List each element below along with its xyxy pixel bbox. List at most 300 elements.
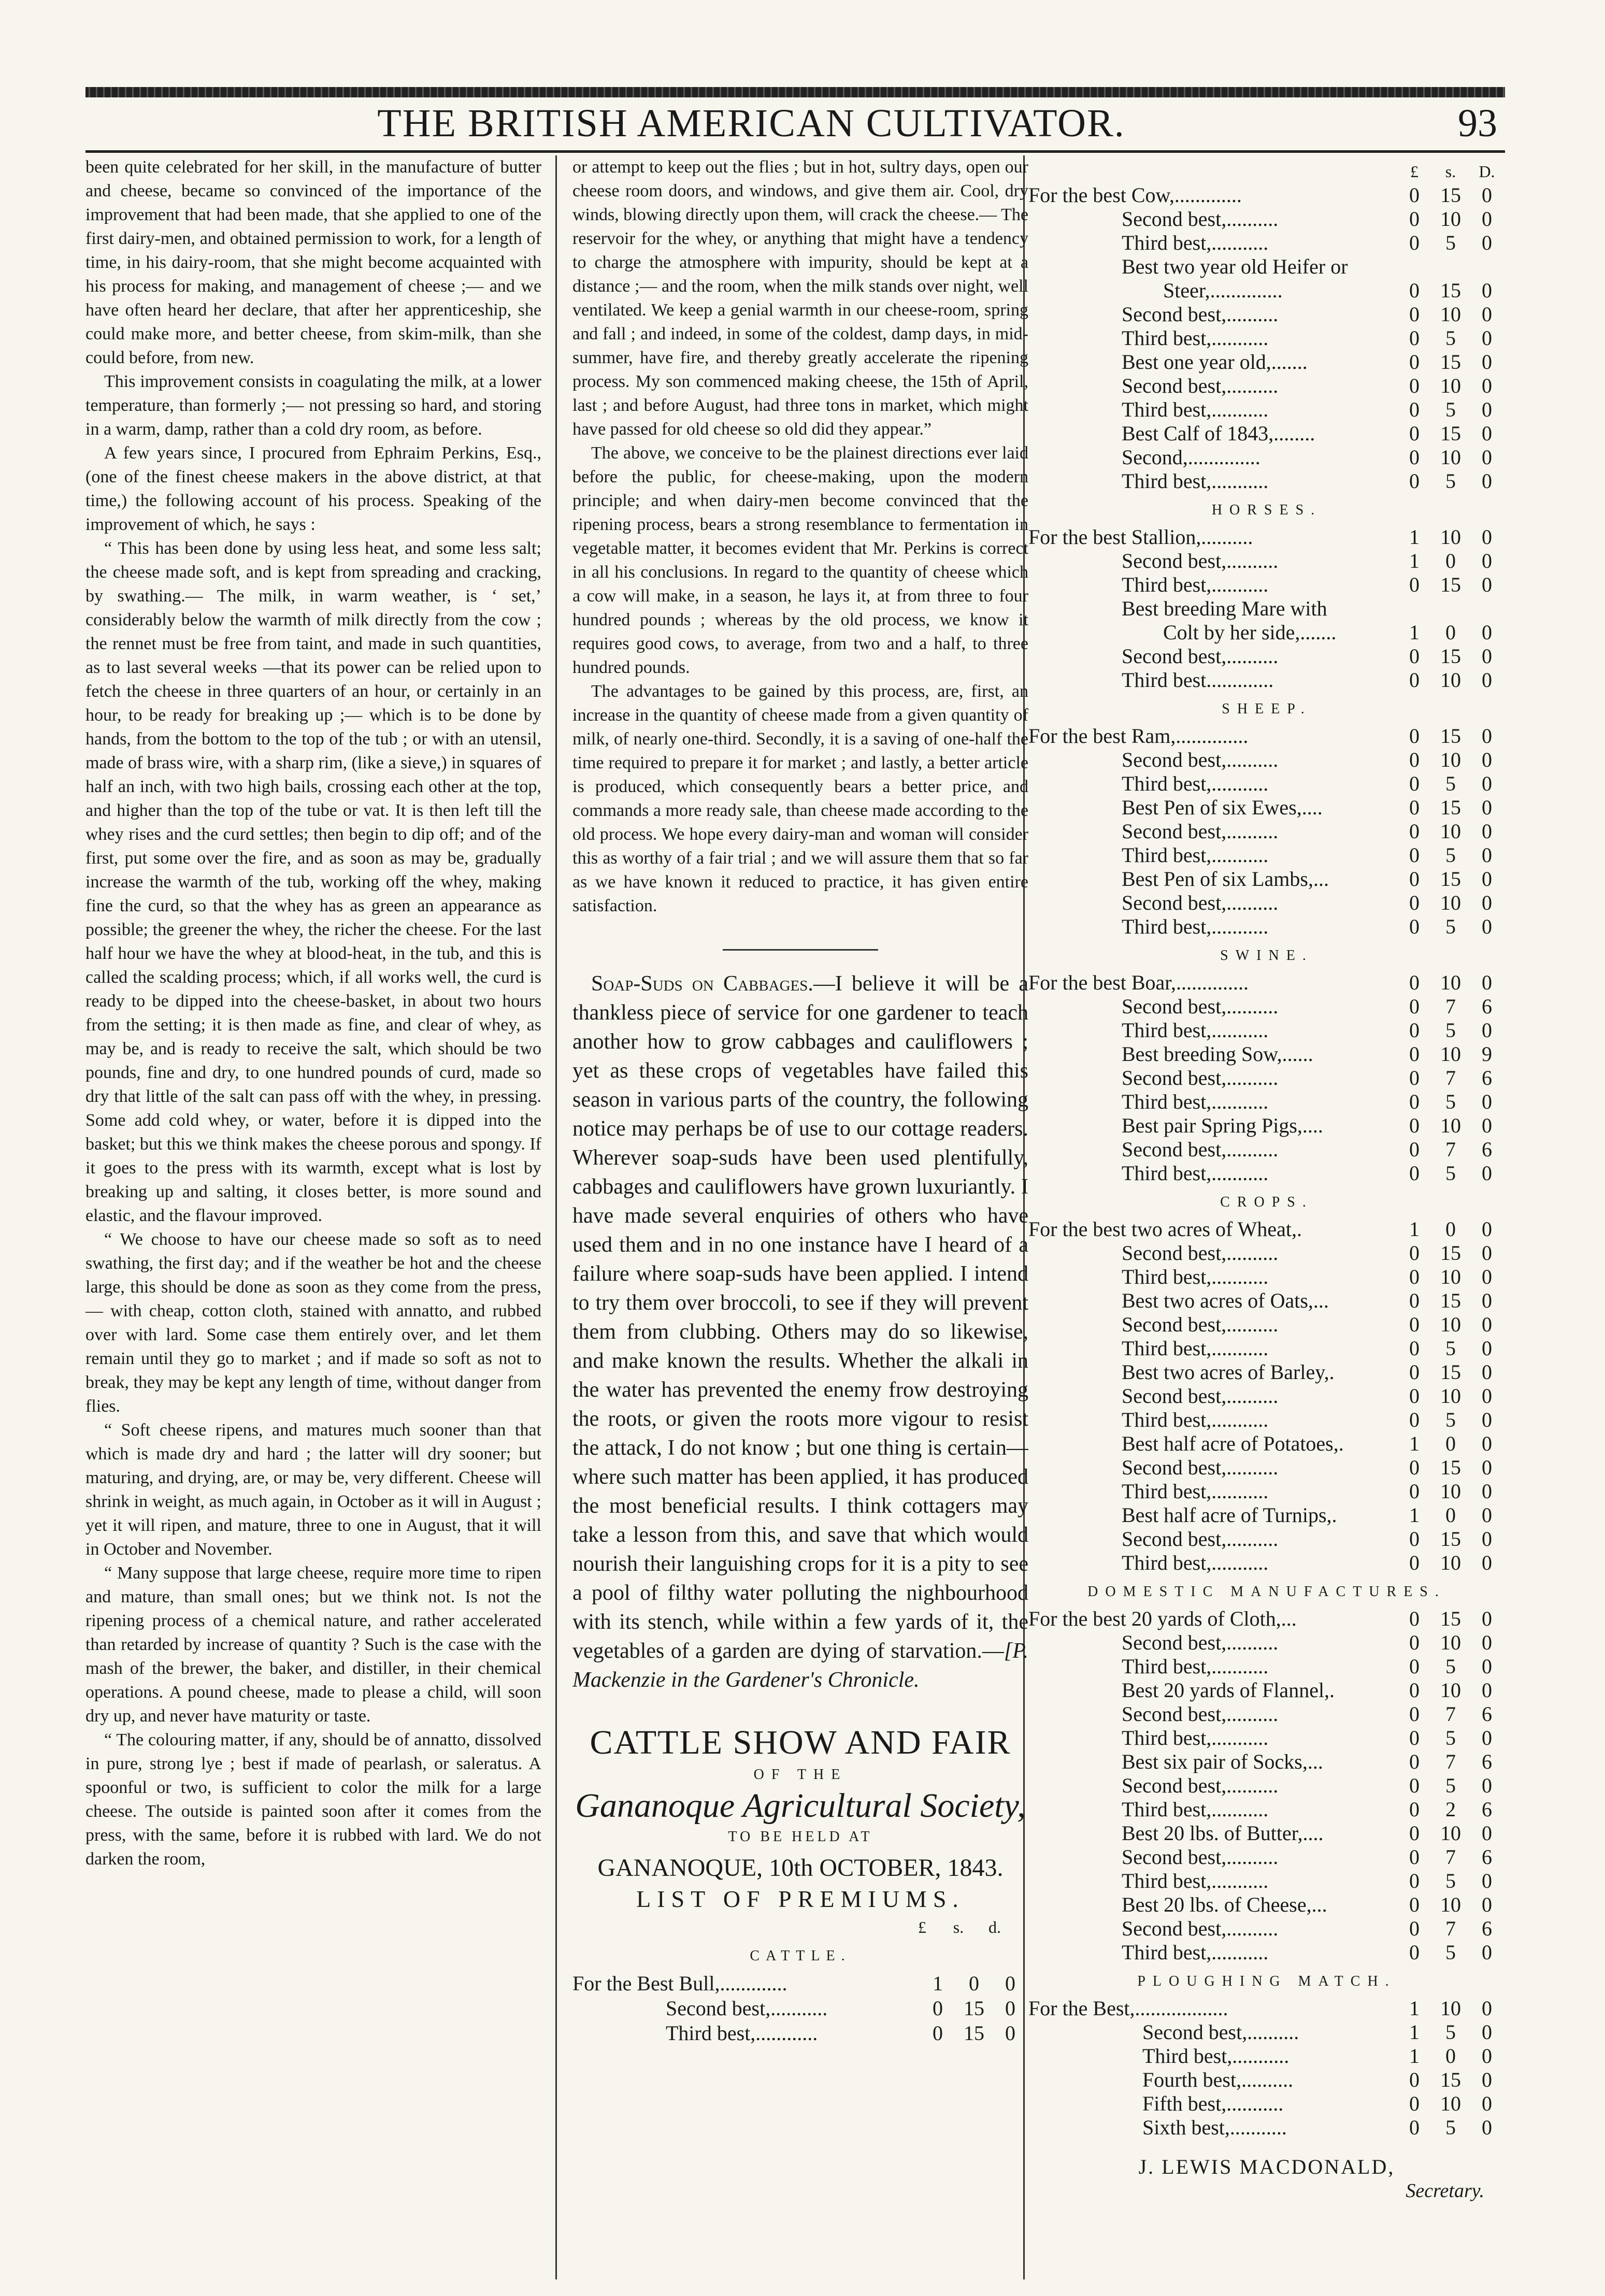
premium-label: Fourth best,.......... [1142,2068,1294,2091]
premium-row [1028,1798,1505,1821]
premium-label: Second best,.......... [1122,644,1279,668]
pounds-value: 0 [1409,1527,1420,1551]
premium-row [1028,1408,1505,1432]
shillings-value: 10 [1440,1997,1461,2020]
shillings-value: 10 [1440,1265,1461,1288]
premium-row [1028,1702,1505,1726]
premium-label: Best breeding Sow,...... [1122,1042,1313,1066]
pounds-value: 0 [1409,422,1420,445]
premium-row [1028,1265,1505,1289]
pence-value: 0 [1482,303,1492,326]
pence-value: 0 [1482,469,1492,493]
shillings-value: 15 [1440,1527,1461,1551]
shillings-value: 5 [1445,1161,1456,1185]
pounds-value: 0 [1409,724,1420,748]
pounds-value: 0 [1409,1798,1420,1821]
premium-label: Second best,.......... [1122,374,1279,397]
pounds-value: 0 [1409,820,1420,843]
premium-row [1028,668,1505,692]
pence-value: 0 [1482,398,1492,421]
premium-row [1028,279,1505,303]
premium-row [1028,1114,1505,1138]
paragraph: “ This has been done by using less heat, and some less salt; the cheese made soft, and is kept from spreading and cracking, by swathing.— The milk, in warm weather, is ‘ set,’ considerably below the warmth of milk directly from the cow ; the rennet must be free from taint, and made in such quantities, as to last several weeks —that its power can be relied upon to fetch the cheese in three quarters of an hour, or certainly in an hour, to be ready for breaking up ;— which is to be done by hands, from the bottom to the top of the tub ; or with an utensil, made of brass wire, with a sharp rim, (like a sieve,) in squares of half an inch, with two high bails, crossing each other at the top, and higher than the top of the tube or vat. It is then left till the whey rises and the curd settles; then begin to dip off; and of the first, put some over the fire, and as soon as may be, gradually increase the warmth of the tub, working off the whey, making fine the curd, so that the whey has as green an appearance as possible; the greener the whey, the richer the cheese. For the last half hour we have the whey at blood-heat, in the tub, and this is called the scalding process; which, if all works well, the curd is ready to be dipped into the cheese-basket, in about two hours from the setting; it is then made as fine, and clear of whey, as may be, and is ready to receive the salt, which should be two pounds, fine and dry, to one hundred pounds of curd, made so dry that little of the salt can pass off with the whey, in pressing. Some add cold whey, or water, before it is dipped into the basket; but this we think makes the cheese porous and spongy. If it goes to the press with its warmth, except what is lost by breaking up and salting, it closes better, is more sound and elastic, and the flavour improved. [85,539,541,1225]
pounds-value: 0 [1409,668,1420,692]
premium-row [1028,422,1505,446]
pounds-value: 0 [1409,1774,1420,1797]
pounds-value: 0 [1409,1655,1420,1678]
pence-value: 0 [1482,644,1492,668]
premium-section-title: SWINE. [1220,948,1313,964]
premium-row [1028,2092,1505,2116]
pounds-label: £ [1410,162,1418,181]
pence-value: 0 [1482,1480,1492,1503]
shillings-value: 10 [1440,1114,1461,1137]
paragraph: The above, we conceive to be the plainest directions ever laid before the public, for cheese-making, upon the modern principle; and when dairy-men become convinced that the ripening process, bears a strong resemblance to fermentation in vegetable matter, it becomes evident that Mr. Perkins is correct in all his conclusions. In regard to the quantity of cheese which a cow will make, in a season, he lays it, at from three to four hundred pounds ; whereas by the old process, we know it requires good cows, to average, from two and a half, to three hundred pounds. [572,443,1028,677]
premium-label: Second best,.......... [1122,748,1279,771]
shillings-value: 10 [1440,2092,1461,2115]
pounds-value: 0 [1409,1265,1420,1288]
premium-row [1028,971,1505,995]
premium-label: Third best,........... [1122,326,1269,350]
premium-section-title: DOMESTIC MANUFACTURES. [1087,1584,1446,1600]
pence-value: 0 [1482,549,1492,572]
shillings-value: 10 [1440,891,1461,914]
pence-value: 6 [1482,1702,1492,1726]
pence-value: 0 [1482,1114,1492,1137]
pence-value: 0 [1482,1456,1492,1479]
premium-row [572,2021,1028,2046]
page-number: 93 [1458,102,1497,145]
pounds-label: £ [918,1918,926,1936]
pence-value: 0 [1482,1631,1492,1654]
premium-label: Best two acres of Barley,. [1122,1360,1335,1384]
premium-label: Third best,........... [1122,1941,1269,1964]
premium-row [1028,573,1505,597]
pence-value: 0 [1482,772,1492,795]
premium-label: Third best,........... [1122,1551,1269,1574]
premium-label: Best two acres of Oats,... [1122,1289,1329,1312]
premium-row [1028,1066,1505,1090]
premium-label: Second best,.......... [1122,1138,1279,1161]
shillings-value: 0 [969,1972,979,1995]
premium-label: Third best,........... [1122,1265,1269,1288]
premium-label: Second best,.......... [1122,207,1279,231]
pounds-value: 0 [1409,1408,1420,1431]
shillings-value: 5 [1445,1726,1456,1749]
pence-value: 0 [1482,207,1492,231]
shillings-value: 15 [964,2021,984,2045]
shillings-value: 7 [1445,1066,1456,1089]
premium-row [1028,183,1505,207]
pounds-value: 0 [1409,1821,1420,1845]
pence-value: 0 [1482,1997,1492,2020]
pence-label: d. [988,1918,1001,1936]
pounds-value: 0 [1409,867,1420,891]
pounds-value: 0 [1409,350,1420,374]
pounds-value: 0 [1409,1845,1420,1869]
shillings-value: 5 [1445,231,1456,254]
shillings-value: 5 [1445,1655,1456,1678]
pounds-value: 0 [1409,1480,1420,1503]
shillings-value: 7 [1445,1845,1456,1869]
premium-row [1028,207,1505,231]
pounds-value: 0 [1409,2116,1420,2139]
premium-row [1028,2044,1505,2068]
top-ornamental-rule [85,87,1505,97]
pounds-value: 0 [1409,1241,1420,1265]
premium-label: Second best,.......... [1122,995,1279,1018]
premium-label: Second best,.......... [1122,1917,1279,1940]
premium-row [1028,748,1505,772]
pounds-value: 1 [1409,1997,1420,2020]
section-title-cattle: CATTLE. [750,1948,851,1964]
pence-value: 0 [1482,1265,1492,1288]
pounds-value: 0 [1409,469,1420,493]
premium-label: For the best Stallion,.......... [1028,525,1253,549]
shillings-value: 15 [964,1997,984,2020]
pence-value: 0 [1482,446,1492,469]
pounds-value: 0 [1409,2068,1420,2091]
pounds-value: 0 [1409,1678,1420,1702]
premium-label: Best Calf of 1843,........ [1122,422,1315,445]
column-divider [555,155,557,2279]
premium-row [1028,255,1505,279]
pounds-value: 0 [1409,891,1420,914]
pence-value: 0 [1482,1241,1492,1265]
pence-value: 0 [1482,1551,1492,1574]
pence-value: 0 [1482,1503,1492,1527]
premium-label: Third best,........... [1122,915,1269,938]
shillings-value: 10 [1440,668,1461,692]
pence-value: 0 [1482,422,1492,445]
shillings-value: 15 [1440,422,1461,445]
premium-row [1028,2068,1505,2092]
shillings-value: 10 [1440,1551,1461,1574]
pence-value: 6 [1482,1798,1492,1821]
shillings-label: s. [1445,162,1456,181]
pence-value: 0 [1482,915,1492,938]
premium-row [1028,303,1505,326]
shillings-value: 5 [1445,1018,1456,1042]
premium-row [1028,525,1505,549]
premium-row [1028,597,1505,621]
pence-value: 0 [1482,621,1492,644]
pounds-value: 0 [1409,326,1420,350]
shillings-value: 5 [1445,326,1456,350]
pence-value: 0 [1482,2020,1492,2044]
premium-label: Second best,.......... [1122,1456,1279,1479]
premium-row [1028,1655,1505,1678]
pence-value: 0 [1482,843,1492,867]
pence-value: 6 [1482,1750,1492,1773]
pounds-value: 0 [1409,1456,1420,1479]
shillings-value: 15 [1440,796,1461,819]
premium-row [1028,549,1505,573]
shillings-value: 10 [1440,446,1461,469]
premium-row [1028,2116,1505,2140]
pence-value: 0 [1482,1018,1492,1042]
column-1 [85,155,541,2274]
pounds-value: 0 [1409,1869,1420,1892]
premium-row [1028,1432,1505,1456]
premium-row [1028,1845,1505,1869]
article-source: [P. Mackenzie in the Gardener's Chronicle. [572,1639,1028,1692]
signature: J. LEWIS MACDONALD, [1138,2155,1395,2178]
pounds-value: 1 [1409,2020,1420,2044]
premium-row [1028,1042,1505,1066]
premium-row [1028,1750,1505,1774]
shillings-value: 15 [1440,183,1461,207]
shillings-value: 5 [1445,1337,1456,1360]
pence-value: 0 [1482,374,1492,397]
pounds-value: 0 [1409,1090,1420,1113]
premium-label: Second best,.......... [1122,1384,1279,1408]
premium-label: Best two year old Heifer or [1122,255,1348,278]
premium-row [1028,1941,1505,1964]
premium-row [1028,724,1505,748]
pounds-value: 0 [1409,1042,1420,1066]
premium-section-title: PLOUGHING MATCH. [1137,1973,1396,1989]
pence-value: 6 [1482,1138,1492,1161]
pounds-value: 0 [1409,1066,1420,1089]
pounds-value: 0 [1409,644,1420,668]
pence-value: 0 [1482,971,1492,994]
premium-label: Third best,........... [1122,1655,1269,1678]
shillings-value: 0 [1445,1432,1456,1455]
premium-label: Third best,........... [1122,573,1269,596]
pence-value: 0 [1482,183,1492,207]
place-and-date: GANANOQUE, 10th OCTOBER, 1843. [597,1854,1004,1882]
premium-row [1028,995,1505,1018]
premium-row [1028,1360,1505,1384]
premium-row [1028,1289,1505,1313]
premium-label: Second best,.......... [1122,1631,1279,1654]
pounds-value: 0 [1409,1631,1420,1654]
pounds-value: 0 [1409,1337,1420,1360]
premium-row [1028,1161,1505,1185]
shillings-value: 7 [1445,1702,1456,1726]
soap-suds-article [572,969,1028,1695]
premium-label: Third best............. [1122,668,1274,692]
shillings-value: 10 [1440,1631,1461,1654]
premium-row [1028,1527,1505,1551]
premium-row [1028,915,1505,939]
pounds-value: 0 [933,2021,943,2045]
shillings-value: 10 [1440,1480,1461,1503]
pounds-value: 0 [1409,1750,1420,1773]
pounds-value: 0 [1409,207,1420,231]
pence-value: 0 [1482,748,1492,771]
pounds-value: 1 [1409,525,1420,549]
premium-label: Second best,........... [666,1997,828,2020]
shillings-value: 5 [1445,843,1456,867]
premium-row [572,1971,1028,1996]
premium-row [1028,1551,1505,1575]
shillings-value: 7 [1445,1750,1456,1773]
pounds-value: 0 [1409,1726,1420,1749]
signature-role: Secretary. [1406,2180,1484,2202]
premium-row [1028,1384,1505,1408]
pounds-value: 0 [1409,995,1420,1018]
article-heading: Soap-Suds on Cabbages. [591,972,813,996]
shillings-value: 10 [1440,1313,1461,1336]
pounds-value: 1 [1409,1503,1420,1527]
shillings-value: 15 [1440,2068,1461,2091]
premium-row [1028,1821,1505,1845]
pounds-value: 0 [1409,398,1420,421]
shillings-value: 10 [1440,1821,1461,1845]
pence-value: 0 [1482,1313,1492,1336]
shillings-value: 10 [1440,1893,1461,1916]
column-2 [572,155,1028,2274]
pence-value: 0 [1482,1384,1492,1408]
premium-label: Third best,........... [1122,843,1269,867]
pence-value: 0 [1482,1217,1492,1241]
premium-label: For the best two acres of Wheat,. [1028,1217,1302,1241]
pence-value: 0 [1005,2021,1015,2045]
pence-value: 0 [1482,891,1492,914]
column-3-premiums [1028,155,1505,2279]
shillings-value: 10 [1440,1042,1461,1066]
pounds-value: 0 [1409,1941,1420,1964]
premium-label: Best 20 yards of Flannel,. [1122,1678,1335,1702]
pounds-value: 0 [1409,2092,1420,2115]
paragraph: “ The colouring matter, if any, should be of annatto, dissolved in pure, strong lye ; best if made of pearlash, or saleratus. A spoonful or two, is sufficient to color the milk for a large cheese. The outside is painted soon after it comes from the press, with the same, before it is rubbed with lard. We do not darken the room, [85,1730,541,1869]
shillings-value: 15 [1440,1607,1461,1630]
pence-value: 6 [1482,995,1492,1018]
pounds-value: 0 [1409,1702,1420,1726]
shillings-value: 7 [1445,995,1456,1018]
pence-value: 0 [1482,724,1492,748]
premium-row [1028,374,1505,398]
pence-value: 0 [1482,820,1492,843]
shillings-value: 5 [1445,1408,1456,1431]
pence-value: 6 [1482,1845,1492,1869]
pence-value: 0 [1482,668,1492,692]
pounds-value: 0 [1409,748,1420,771]
shillings-value: 5 [1445,1774,1456,1797]
shillings-value: 5 [1445,469,1456,493]
pence-value: 0 [1482,1655,1492,1678]
premium-row [1028,1313,1505,1337]
premium-row [572,1996,1028,2021]
pounds-value: 0 [933,1997,943,2020]
premium-label: For the Best Bull,............. [572,1972,787,1995]
society-name: Gananoque Agricultural Society, [575,1787,1026,1825]
premium-label: Second best,.......... [1122,1845,1279,1869]
premium-row [1028,1217,1505,1241]
premium-row [1028,1090,1505,1114]
premium-label: Second best,.......... [1122,1313,1279,1336]
pence-label: D. [1479,162,1495,181]
shillings-value: 10 [1440,1678,1461,1702]
premium-row [1028,1893,1505,1917]
shillings-value: 15 [1440,573,1461,596]
premium-label: Third best,........... [1122,1161,1269,1185]
shillings-value: 15 [1440,279,1461,302]
pounds-value: 0 [1409,1384,1420,1408]
pounds-value: 0 [1409,796,1420,819]
shillings-value: 0 [1445,621,1456,644]
paragraph: This improvement consists in coagulating the milk, at a lower temperature, than formerly ;— not pressing so hard, and storing in a warm, damp, rather than a cold dry room, as before. [85,372,541,439]
premium-label: For the Best,.................. [1028,1997,1228,2020]
pence-value: 0 [1482,1432,1492,1455]
shillings-value: 15 [1440,724,1461,748]
premium-label: For the best 20 yards of Cloth,... [1028,1607,1297,1630]
shillings-value: 7 [1445,1138,1456,1161]
pence-value: 0 [1005,1972,1015,1995]
premium-label: Third best,............ [666,2021,818,2045]
premium-section-title: SHEEP. [1222,701,1312,717]
premium-row [1028,796,1505,820]
premium-label: Best six pair of Socks,... [1122,1750,1323,1773]
pence-value: 0 [1482,1869,1492,1892]
premium-label: Best pair Spring Pigs,.... [1122,1114,1323,1137]
currency-header [572,1915,1013,1939]
premium-label: Steer,.............. [1163,279,1283,302]
premium-row [1028,621,1505,644]
premium-row [1028,1138,1505,1161]
shillings-value: 5 [1445,1869,1456,1892]
shillings-value: 5 [1445,2020,1456,2044]
premium-label: Second,.............. [1122,446,1260,469]
shillings-value: 7 [1445,1917,1456,1940]
held-at-label: TO BE HELD AT [728,1829,873,1845]
pence-value: 0 [1482,326,1492,350]
pounds-value: 0 [1409,183,1420,207]
shillings-value: 0 [1445,549,1456,572]
currency-header [1028,160,1505,183]
shillings-value: 0 [1445,1217,1456,1241]
premium-label: Second best,.......... [1122,549,1279,572]
shillings-value: 10 [1440,748,1461,771]
pounds-value: 0 [1409,446,1420,469]
premium-label: Third best,........... [1142,2044,1289,2068]
premium-label: Best half acre of Turnips,. [1122,1503,1337,1527]
pence-value: 0 [1482,1893,1492,1916]
premium-label: Second best,.......... [1122,1774,1279,1797]
pence-value: 0 [1482,1527,1492,1551]
shillings-value: 10 [1440,374,1461,397]
shillings-value: 10 [1440,820,1461,843]
premium-row [1028,1607,1505,1631]
premium-row [1028,1917,1505,1941]
show-title: CATTLE SHOW AND FAIR [590,1724,1011,1761]
premium-row [1028,867,1505,891]
premium-label: Best half acre of Potatoes,. [1122,1432,1344,1455]
article-body: —I believe it will be a thankless piece of service for one gardener to teach another how to grow cabbages and cauliflowers ; yet as these crops of vegetables have failed this season in various parts of the country, the following notice may perhaps be of use to our cottage readers. Wherever soap-suds have been used plentifully, cabbages and cauliflowers have grown luxuriantly. I have made several enquiries of others who have used them and in no one instance have I heard of a failure where soap-suds have been applied. I intend to try them over broccoli, to see if they will prevent them from clubbing. Others may do so likewise, and make known the results. Whether the alkali in the water has prevented the enemy frow destroying the roots, or given the roots more vigour to resist the attack, I do not know ; but one thing is certain—where such matter has been applied, it has produced the most beneficial results. I think cottagers may take a lesson from this, and save that which would nourish their languishing crops for it is a pity to see a pool of filthy water polluting the nighbourhood with its stench, while within a few yards of it, the vegetables of a garden are dying of starvation.— [572,972,1028,1663]
premium-label: Best Pen of six Ewes,.... [1122,796,1323,819]
pence-value: 0 [1482,867,1492,891]
premium-row [1028,820,1505,843]
pence-value: 0 [1482,2044,1492,2068]
paragraph: or attempt to keep out the flies ; but in hot, sultry days, open our cheese room doors, and windows, and give them air. Cool, dry winds, blowing directly upon them, will crack the cheese.— The reservoir for the whey, or anything that might have a tendency to charge the atmosphere with impurity, should be kept at a distance ;— and the room, when the milk stands over night, well ventilated. We keep a genial warmth in our cheese-room, spring and fall ; and indeed, in some of the coldest, damp days, in mid-summer, have fire, and thereby greatly accelerate the ripening process. My son commenced making cheese, the 15th of April, last ; and before August, had three tons in market, which might have passed for old cheese so old did they appear.” [572,157,1028,439]
premium-label: Third best,........... [1122,1408,1269,1431]
shillings-label: s. [953,1918,964,1936]
premium-row [1028,1456,1505,1480]
premium-label: Best Pen of six Lambs,... [1122,867,1329,891]
premium-label: For the best Boar,.............. [1028,971,1249,994]
show-of-the: OF THE [753,1767,848,1783]
premium-row [1028,231,1505,255]
premium-label: Third best,........... [1122,1798,1269,1821]
shillings-value: 5 [1445,915,1456,938]
premium-label: Third best,........... [1122,1726,1269,1749]
pence-value: 0 [1482,1774,1492,1797]
premium-label: Third best,........... [1122,398,1269,421]
premium-row [1028,1997,1505,2020]
premium-label: Third best,........... [1122,1869,1269,1892]
